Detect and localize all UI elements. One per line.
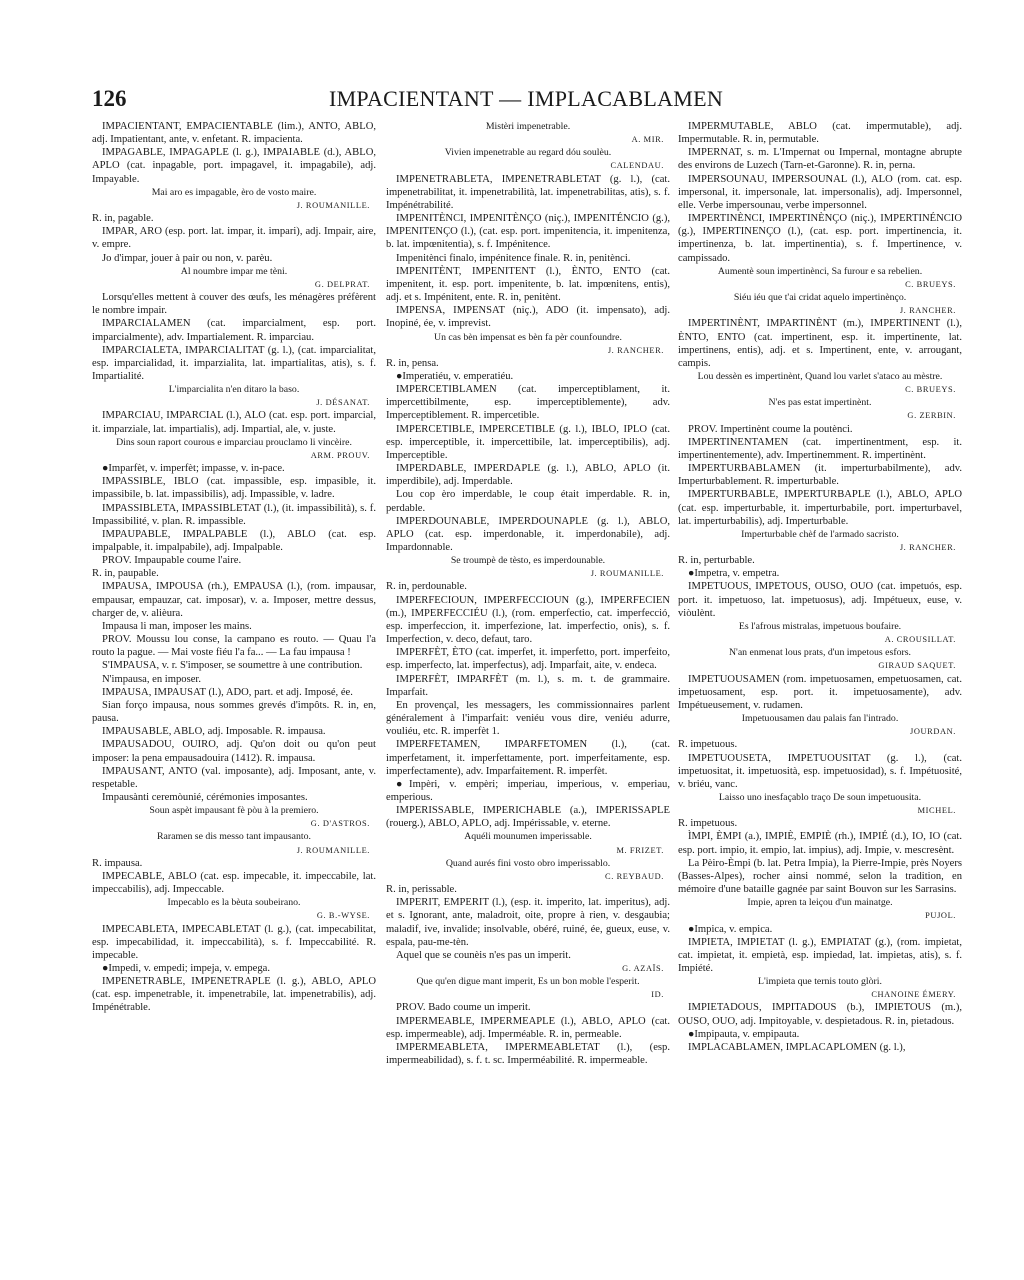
dictionary-entry: IMPERMEABLETA, IMPERMEABLETAT (l.), (esp. impermeabilidad), s. f. t. sc. Imperméabilité. R. impermeable. [386, 1041, 670, 1067]
dictionary-entry: IMPENETRABLETA, IMPENETRABLETAT (g. l.), (cat. impenetrabilitat, it. impenetrabilità, lat. impenetrabilitas, atis), s. f. Impénétrabilité. [386, 173, 670, 211]
quotation: Siéu iéu que t'ai cridat aquelo impertinènço. [733, 292, 907, 304]
dictionary-entry: IMPERFÈT, ÈTO (cat. imperfet, it. imperfetto, port. imperfeito, esp. imperfecto, lat. imperfectus), adj. Imparfait, aite, v. endeca. [386, 647, 670, 672]
quote-author: C. REYBAUD. [605, 871, 664, 881]
quote-author: J. RANCHER. [899, 306, 956, 316]
quote-author: GIRAUD SAQUET. [878, 661, 956, 671]
quote-author: JOURDAN. [910, 727, 956, 737]
quote-author: C. BRUEYS. [905, 385, 956, 395]
dictionary-entry: IMPARCIAU, IMPARCIAL (l.), ALO (cat. esp. port. imparcial, it. imparziale, lat. impartialis), adj. Impartial, ale, v. juste. [92, 410, 376, 435]
quotation: Aumentè soun impertinènci, Sa furour e sa rebelien. [717, 265, 923, 277]
dictionary-entry: IMPARCIALAMEN (cat. imparcialment, esp. port. imparcialmente), adv. Impartialement. R. imparciau. [92, 318, 376, 343]
dictionary-entry: R. impetuous. [678, 739, 738, 751]
quotation: Al noumbre impar me tèni. [180, 265, 288, 277]
quotation: N'an enmenat lous prats, d'un impetous esfors. [728, 647, 912, 659]
quote-author: G. ZERBIN. [907, 411, 956, 421]
dictionary-entry: IMPERFETAMEN, IMPARFETOMEN (l.), (cat. imperfetament, it. imperfettamente, port. imperfeitamente, esp. imperfectamente), adv. Imparfaitement. R. imperfèt. [386, 739, 670, 777]
dictionary-entry: Sian forço impausa, nous sommes grevés d'impôts. R. in, en, pausa. [92, 699, 376, 725]
dictionary-entry: IMPERDABLE, IMPERDAPLE (g. l.), ABLO, APLO (it. imperdibile), adj. Imperdable. [386, 463, 670, 488]
dictionary-entry: IMPAUSANT, ANTO (val. imposante), adj. Imposant, ante, v. respetable. [92, 765, 376, 790]
dictionary-entry: R. impausa. [92, 857, 143, 869]
quote-author: G. DELPRAT. [314, 279, 370, 289]
dictionary-entry: R. in, perissable. [386, 884, 457, 896]
dictionary-entry: IMPERMEABLE, IMPERMEAPLE (l.), ABLO, APLO (cat. esp. impermeable), adj. Imperméable. R. in, permeable. [386, 1015, 670, 1040]
quotation: Lou dessèn es impertinènt, Quand lou varlet s'ataco au mèstre. [697, 370, 943, 382]
dictionary-entry: IMPERTINÈNCI, IMPERTINÈNÇO (niç.), IMPERTINÉNCIO (g.), IMPERTINENÇO (l.), (cat. esp. port. impertinencia, it. impertinenza, b. lat. impertinentia), s. f. Impertinence, v. campissado. [678, 213, 962, 264]
quote-author: ARM. PROUV. [310, 450, 370, 460]
dictionary-entry: R. impetuous. [678, 818, 738, 830]
quotation: Es l'afrous mistralas, impetuous boufaire. [738, 620, 902, 632]
dictionary-entry: IMPAR, ARO (esp. port. lat. impar, it. impari), adj. Impair, aire, v. empre. [92, 226, 376, 251]
dictionary-entry: ÌMPI, ÈMPI (a.), IMPIÈ, EMPIÈ (rh.), IMPIÉ (d.), IO, IO (cat. esp. port. impio, it. empio, lat. impius), adj. Impie, v. mescresènt. [678, 831, 962, 856]
quotation: Un cas bèn impensat es bèn fa pèr counfoundre. [434, 331, 622, 343]
dictionary-entry: R. in, pagable. [92, 213, 154, 225]
dictionary-entry: PROV. Impaupable coume l'aire. [102, 555, 242, 567]
dictionary-entry: IMPETUOUS, IMPETOUS, OUSO, OUO (cat. impetuós, esp. port. it. impetuoso, lat. impetuosus), adj. Impétueux, euse, v. viòulènt. [678, 581, 962, 619]
cross-reference: ●Impica, v. empica. [688, 923, 773, 935]
dictionary-entry: R. in, perturbable. [678, 555, 755, 567]
dictionary-entry: IMPAGABLE, IMPAGAPLE (l. g.), IMPAIABLE (d.), ABLO, APLO (cat. inpagable, port. impagavel, it. impagabile), adj. Impayable. [92, 147, 376, 185]
dictionary-entry: IMPAUSA, IMPAUSAT (l.), ADO, part. et adj. Imposé, ée. [102, 686, 353, 698]
dictionary-entry: IMPETUOUSAMEN (rom. impetuosamen, empetuosamen, cat. impetuosament, esp. port. it. impetuosamente), adv. Impétueusement, v. rudamen. [678, 673, 962, 711]
dictionary-entry: La Pèiro-Èmpi (b. lat. Petra Impia), la Pierre-Impie, près Noyers (Basses-Alpes), rocher ainsi nommé, selon la tradition, en mémoire d'une bataille gagnée par saint Bouvon sur les Sarrasins. [678, 857, 962, 896]
quote-author: PUJOL. [925, 911, 956, 921]
dictionary-entry: IMPASSIBLE, IBLO (cat. impassible, esp. impasible, it. impassibile, b. lat. impassibilis), adj. Impassible, v. ladre. [92, 476, 376, 501]
dictionary-entry: R. in, pensa. [386, 357, 439, 369]
quotation: Mistèri impenetrable. [485, 121, 571, 132]
quotation: N'es pas estat impertinènt. [768, 397, 872, 409]
quote-author: CALENDAU. [610, 161, 664, 171]
dictionary-entry: IMPLACABLAMEN, IMPLACAPLOMEN (g. l.), [688, 1041, 906, 1053]
page-number: 126 [92, 86, 127, 111]
quotation: Impetuousamen dau palais fan l'intrado. [741, 713, 899, 725]
dictionary-entry: IMPASSIBLETA, IMPASSIBLETAT (l.), (it. impassibilità), s. f. Impassibilité, v. plan. R. impassible. [92, 502, 376, 527]
column-left [92, 120, 376, 1180]
dictionary-entry: IMPERTURBABLAMEN (it. imperturbabilmente), adv. Imperturbablement. R. imperturbable. [678, 463, 962, 488]
dictionary-entry: IMPERTINÈNT, IMPARTINÈNT (m.), IMPERTINENT (l.), ÈNTO, ENTO (cat. impertinent, esp. it. impertinente, lat. impertinens, entis), adj. et s. Impertinent, ente, v. arrougant, campis. [678, 318, 962, 369]
cross-reference: ●Imparfèt, v. imperfèt; impasse, v. in-pace. [102, 463, 285, 475]
dictionary-entry: R. in, paupable. [92, 568, 159, 580]
dictionary-entry: IMPENITÈNCI, IMPENITÈNÇO (niç.), IMPENITÉNCIO (g.), IMPENITENÇO (l.), (cat. esp. port. impenitencia, it. impenitenza, b. lat. impœnitentia), s. f. Impénitence. [386, 213, 670, 251]
dictionary-entry: IMPENSA, IMPENSAT (niç.), ADO (it. impensato), adj. Inopiné, ée, v. imprevist. [386, 305, 670, 330]
cross-reference: ●Impetra, v. empetra. [688, 568, 780, 580]
dictionary-entry: IMPAUSADOU, OUIRO, adj. Qu'on doit ou qu'on peut imposer: la pena empausadouira (1412). R. impausa. [92, 739, 376, 764]
dictionary-entry: IMPERCETIBLE, IMPERCETIBLE (g. l.), IBLO, IPLO (cat. esp. imperceptible, it. impercettibile, lat. imperceptibilis), adj. Imperceptible. [386, 423, 670, 461]
dictionary-entry: IMPERISSABLE, IMPERICHABLE (a.), IMPERISSAPLE (rouerg.), ABLO, APLO, adj. Impérissable, v. eterne. [386, 805, 670, 830]
dictionary-entry: IMPERTINENTAMEN (cat. impertinentment, esp. it. impertinentemente), adv. Impertinemment. R. impertinènt. [678, 436, 962, 461]
dictionary-entry: Lorsqu'elles mettent à couver des œufs, les ménagères préfèrent le nombre impair. [92, 292, 376, 317]
cross-reference: ●Impipauta, v. empipauta. [688, 1028, 800, 1040]
dictionary-entry: IMPACIENTANT, EMPACIENTABLE (lim.), ANTO, ABLO, adj. Impatientant, ante, v. enfetant. R. impacienta. [92, 121, 376, 146]
dictionary-entry: IMPAUPABLE, IMPALPABLE (l.), ABLO (cat. esp. impalpable, it. impalpabile), adj. Impalpable. [92, 528, 376, 553]
dictionary-entry: IMPENETRABLE, IMPENETRAPLE (l. g.), ABLO, APLO (cat. esp. impenetrable, it. impenetrabile, lat. impenetrabilis), adj. Impénétrable. [92, 976, 376, 1014]
quote-author: M. FRIZET. [616, 845, 664, 855]
dictionary-entry: Jo d'impar, jouer à pair ou non, v. parèu. [102, 252, 273, 264]
quotation: Soun aspèt impausant fè pòu à la premiero. [149, 805, 319, 817]
quote-author: C. BRUEYS. [905, 279, 956, 289]
quotation: Imperturbable chèf de l'armado sacristo. [741, 528, 899, 540]
quotation: Quand aurés fini vosto obro imperissablo. [445, 857, 611, 869]
dictionary-entry: IMPIETADOUS, IMPITADOUS (b.), IMPIETOUS (m.), OUSO, OUO, adj. Impitoyable, v. despietadous. R. in, pietadous. [678, 1002, 962, 1027]
running-title: IMPACIENTANT — IMPLACABLAMEN [328, 86, 724, 111]
dictionary-entry: IMPECABLETA, IMPECABLETAT (l. g.), (cat. impecabilitat, esp. impecabilidad, it. impeccabilità), s. f. Impeccabilité. R. impecable. [92, 923, 376, 961]
dictionary-entry: Impenitènci finalo, impénitence finale. R. in, penitènci. [396, 252, 631, 264]
quote-author: CHANOINE ÉMERY. [871, 990, 956, 1000]
quotation: L'impieta que ternis touto glòri. [758, 976, 882, 988]
quotation: Vivien impenetrable au regard dóu soulèu. [444, 147, 612, 159]
dictionary-entry: IMPENITÈNT, IMPENITENT (l.), ÈNTO, ENTO (cat. impenitent, it. esp. port. impenitente, b. lat. impœnitens, entis), adj. et s. Impénitent, ente. R. in, penitènt. [386, 265, 670, 304]
quotation: Raramen se dis messo tant impausanto. [157, 831, 311, 843]
quote-author: J. ROUMANILLE. [590, 569, 664, 579]
dictionary-entry: IMPERSOUNAU, IMPERSOUNAL (l.), ALO (rom. cat. esp. impersonal, it. impersonale, lat. impersonalis), adj. Impersonnel, elle. Verbe impersounau, verbe impersonnel. [678, 173, 962, 211]
dictionary-entry: IMPERNAT, s. m. L'Impernat ou Impernal, montagne abrupte des environs de Luzech (Tarn-et-Garonne). R. in, perna. [678, 147, 962, 172]
dictionary-entry: IMPERFECIOUN, IMPERFECCIOUN (g.), IMPERFECIEN (m.), IMPERFECCIÉU (l.), (rom. emperfectio, cat. imperfecció, esp. imperfeccion, it. imperfezione, lat. imperfectio, onis), s. f. Imperfection, v. deco, defaut, taro. [386, 594, 670, 646]
quote-author: J. DÉSANAT. [316, 398, 370, 408]
quote-author: J. RANCHER. [607, 345, 664, 355]
dictionary-entry: PROV. Impertinènt coume la poutènci. [688, 423, 853, 435]
dictionary-entry: IMPERDOUNABLE, IMPERDOUNAPLE (g. l.), ABLO, APLO (cat. esp. imperdonable, it. imperdonabile), adj. Impardonnable. [386, 515, 670, 553]
dictionary-entry: R. in, perdounable. [386, 581, 467, 593]
quotation: Mai aro es impagable, èro de vosto maire. [151, 186, 317, 198]
dictionary-entry: IMPETUOUSETA, IMPETUOUSITAT (g. l.), (cat. impetuositat, it. impetuosità, esp. impetuosidad), s. f. Impétuosité, v. briéu, vanc. [678, 752, 962, 790]
dictionary-entry: IMPERCETIBLAMEN (cat. imperceptiblament, it. impercettibilmente, esp. imperceptiblemente), adv. Imperceptiblement. R. impercetible. [386, 384, 670, 422]
dictionary-entry: IMPERMUTABLE, ABLO (cat. impermutable), adj. Impermutable. R. in, permutable. [678, 121, 962, 146]
quotation: Impecablo es la bèuta soubeirano. [167, 897, 301, 909]
dictionary-entry: IMPARCIALETA, IMPARCIALITAT (g. l.), (cat. imparcialitat, esp. imparcialidad, it. imparzialita, lat. impartialitas, atis), s. f. Impartialité. [92, 344, 376, 382]
dictionary-entry: Impausa li man, imposer les mains. [102, 620, 252, 632]
dictionary-entry: IMPECABLE, ABLO (cat. esp. impecable, it. impeccabile, lat. impeccabilis), adj. Impeccable. [92, 870, 376, 896]
quotation: Dins soun raport courous e imparciau prouclamo li vincèire. [116, 436, 352, 448]
quotation: Aquéli mounumen imperissable. [464, 831, 592, 843]
quote-author: J. RANCHER. [899, 543, 956, 552]
quote-author: ID. [651, 990, 664, 1000]
dictionary-entry: Aquel que se counèis n'es pas un imperit. [396, 949, 571, 961]
dictionary-entry: PROV. Moussu lou conse, la campano es routo. — Quau l'a routo la pague. — Mai voste fiéu l'a fa... — La fau impausa ! [92, 634, 376, 659]
dictionary-entry: IMPAUSA, IMPOUSA (rh.), EMPAUSA (l.), (rom. impausar, empausar, empauzar, cat. imposar), v. a. Imposer, mettre dessus, charger de, v. alièura. [92, 581, 376, 619]
dictionary-entry: IMPERTURBABLE, IMPERTURBAPLE (l.), ABLO, APLO (cat. esp. imperturbable, it. imperturbabile, port. imperturbavel, lat. imperturbabilis), adj. Imperturbable. [678, 489, 962, 527]
cross-reference: ●Imperatiéu, v. emperatiéu. [396, 370, 514, 382]
page-header [92, 86, 960, 116]
dictionary-entry: IMPERFÈT, IMPARFÈT (m. l.), s. m. t. de grammaire. Imparfait. [386, 673, 670, 698]
cross-reference: ●Impèri, v. empèri; imperiau, imperious, v. emperiau, emperious. [386, 778, 670, 803]
dictionary-entry: IMPIETA, IMPIETAT (l. g.), EMPIATAT (g.), (rom. impietat, cat. impietat, it. empietà, esp. impiedad, lat. impietas, atis), s. f. Impiété. [678, 936, 962, 974]
dictionary-entry: N'impausa, en imposer. [102, 673, 202, 685]
dictionary-entry: S'IMPAUSA, v. r. S'imposer, se soumettre à une contribution. [102, 660, 363, 672]
quote-author: G. D'ASTROS. [310, 819, 370, 829]
dictionary-entry: PROV. Bado coume un imperit. [396, 1002, 531, 1014]
quotation: Se troumpè de tèsto, es imperdounable. [450, 555, 606, 567]
dictionary-entry: IMPERIT, EMPERIT (l.), (esp. it. imperito, lat. imperitus), adj. et s. Ignorant, ante, maladroit, oite, propre à rien, v. desgaubia; maladif, ive, invalide; insolvable, obéré, ruiné, ée, gueux, euse, v. espala, pau-me-tèn. [386, 897, 670, 948]
quote-author: G. B.-WYSE. [316, 911, 370, 921]
quote-author: J. ROUMANILLE. [296, 200, 370, 210]
quote-author: J. ROUMANILLE. [296, 845, 370, 855]
dictionary-entry: IMPAUSABLE, ABLO, adj. Imposable. R. impausa. [102, 726, 326, 738]
cross-reference: ●Impedi, v. empedi; impeja, v. empega. [102, 963, 270, 974]
column-middle [386, 120, 670, 1180]
quote-author: A. CROUSILLAT. [884, 635, 956, 645]
dictionary-entry: Impausànti ceremòunié, cérémonies imposantes. [102, 791, 308, 803]
dictionary-entry: Lou cop èro imperdable, le coup était imperdable. R. in, perdable. [386, 489, 670, 514]
quotation: Impie, apren ta leiçou d'un mainatge. [747, 897, 893, 909]
column-right [678, 120, 962, 1180]
quote-author: MICHEL. [917, 806, 956, 816]
quotation: L'imparcialita n'en ditaro la baso. [168, 384, 300, 396]
quote-author: A. MIR. [631, 135, 664, 145]
quotation: Que qu'en digue mant imperit, Es un bon moble l'esperit. [416, 976, 640, 988]
quotation: Laisso uno inesfaçablo traço De soun impetuousita. [718, 791, 922, 803]
quote-author: G. AZAÏS. [622, 964, 664, 973]
dictionary-entry: En provençal, les messagers, les commissionnaires parlent généralement à l'imparfait: veniéu vous dire, veniéu adurre, vouliéu, etc. R. imperfèt 1. [386, 699, 670, 738]
